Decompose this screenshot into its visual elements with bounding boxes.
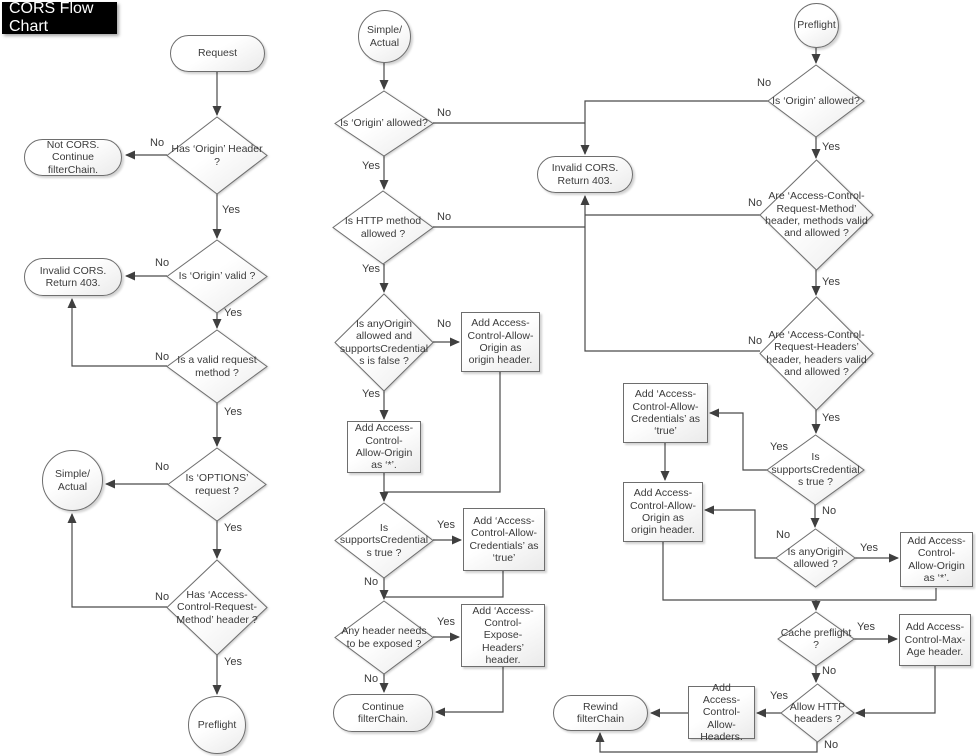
edge-label-yes: Yes [770, 441, 788, 453]
decision-any-header-exposed [335, 601, 433, 674]
edge-label-no: No [822, 505, 837, 517]
process-add-acao-star-right [900, 532, 973, 587]
connector-simple-actual-middle [358, 10, 411, 63]
decision-acrm-valid-allowed [760, 160, 873, 270]
process-add-expose-headers [461, 604, 545, 667]
edge-label-yes: Yes [822, 412, 840, 424]
edge-label-yes: Yes [222, 204, 240, 216]
decision-anyorigin-allowed-right-label: Is anyOrigin allowed ? [787, 545, 844, 570]
process-add-acac-true-right [623, 383, 708, 443]
process-add-allow-headers [688, 681, 755, 744]
connector-preflight-right-label: Preflight [797, 19, 836, 32]
edge-label-no: No [776, 529, 791, 541]
decision-allow-http-headers-label: Allow HTTP headers ? [789, 700, 846, 725]
decision-has-origin-header [167, 117, 267, 194]
process-add-acao-origin-right [623, 482, 703, 542]
decision-origin-allowed-middle [335, 91, 433, 156]
terminator-rewind-filterchain [553, 695, 648, 731]
terminator-continue-filterchain-label: Continue filterChain. [357, 700, 409, 725]
process-add-acao-star-right-label: Add Access-Control-Allow-Origin as ‘*’. [907, 534, 966, 584]
decision-cache-preflight-label: Cache preflight ? [780, 626, 852, 651]
decision-is-options-request-label: Is ‘OPTIONS’ request ? [185, 472, 249, 497]
terminator-request [170, 35, 265, 72]
edge-label-yes: Yes [224, 406, 242, 418]
process-add-acac-true-middle [463, 508, 545, 571]
edge-label-no: No [822, 665, 837, 677]
process-add-acac-true-middle-label: Add ‘Access-Control-Allow-Credentials’ as ‘true’ [469, 514, 539, 564]
decision-acrh-valid-allowed-label: Are ‘Access-Control-Request-Headers’ header, headers valid and allowed ? [766, 328, 867, 378]
process-add-allow-headers-label: Add Access-Control-Allow-Headers. [700, 681, 743, 744]
edge-label-yes: Yes [770, 690, 788, 702]
edge-label-yes: Yes [362, 388, 380, 400]
edge-label-yes: Yes [860, 542, 878, 554]
decision-supports-credentials-right-label: Is supportsCredentials true ? [771, 451, 860, 489]
process-add-acac-true-right-label: Add ‘Access-Control-Allow-Credentials’ as ‘true’ [630, 388, 701, 438]
connector-simple-actual-left [42, 450, 103, 511]
terminator-invalid-cors-left [24, 258, 122, 296]
connector-simple-actual-middle-label: Simple/ Actual [366, 24, 402, 49]
chart-title [2, 2, 117, 34]
decision-anyorigin-no-credentials-label: Is anyOrigin allowed and supportsCredentials is false ? [339, 317, 429, 367]
decision-is-origin-valid [167, 240, 267, 313]
terminator-not-cors-label: Not CORS. Continue filterChain. [46, 138, 100, 176]
edge-label-yes: Yes [857, 621, 875, 633]
edge-label-yes: Yes [224, 307, 242, 319]
decision-has-acrm-header [167, 560, 267, 655]
terminator-not-cors [24, 139, 122, 176]
edge-label-no: No [437, 211, 452, 223]
edge-label-no: No [437, 107, 452, 119]
process-add-expose-headers-label: Add ‘Access-Control-Expose-Headers’ header. [472, 604, 534, 667]
edge-label-yes: Yes [437, 616, 455, 628]
edge-label-no: No [155, 351, 170, 363]
decision-origin-allowed-right-label: Is ‘Origin’ allowed? [772, 94, 860, 107]
terminator-rewind-filterchain-label: Rewind filterChain [576, 700, 625, 725]
terminator-invalid-cors-middle-label: Invalid CORS. Return 403. [551, 162, 619, 187]
edge-label-no: No [757, 77, 772, 89]
edge-label-no: No [155, 591, 170, 603]
edge-label-yes: Yes [362, 160, 380, 172]
decision-anyorigin-no-credentials [335, 294, 433, 391]
decision-origin-allowed-middle-label: Is ‘Origin’ allowed? [340, 117, 428, 130]
connector-preflight-left [188, 696, 246, 754]
process-add-max-age-label: Add Access-Control-Max-Age header. [904, 621, 966, 659]
decision-http-method-allowed [333, 191, 433, 264]
decision-supports-credentials-middle-label: Is supportsCredentials true ? [339, 521, 429, 559]
terminator-continue-filterchain [333, 694, 433, 732]
decision-valid-request-method [167, 330, 267, 403]
connector-preflight-right [794, 3, 839, 48]
terminator-invalid-cors-left-label: Invalid CORS. Return 403. [39, 264, 107, 289]
decision-has-origin-header-label: Has ‘Origin’ Header ? [171, 143, 263, 168]
edge-label-yes: Yes [224, 656, 242, 668]
process-add-max-age [899, 614, 971, 666]
edge-label-yes: Yes [362, 263, 380, 275]
decision-is-options-request [168, 448, 266, 521]
edge-label-yes: Yes [224, 522, 242, 534]
edge-label-no: No [748, 197, 763, 209]
edge-label-yes: Yes [437, 519, 455, 531]
process-add-acao-origin-right-label: Add Access-Control-Allow-Origin as origin header. [630, 487, 696, 537]
process-add-acao-origin-middle-label: Add Access-Control-Allow-Origin as origin header. [467, 317, 534, 367]
edge-label-yes: Yes [822, 141, 840, 153]
decision-acrm-valid-allowed-label: Are ‘Access-Control-Request-Method’ header, methods valid and allowed ? [765, 190, 868, 240]
decision-any-header-exposed-label: Any header needs to be exposed ? [341, 625, 427, 650]
decision-has-acrm-header-label: Has ‘Access-Control-Request-Method’ header ? [176, 588, 258, 626]
terminator-invalid-cors-middle [537, 156, 633, 193]
edge-label-no: No [748, 335, 763, 347]
decision-supports-credentials-middle [335, 503, 433, 578]
process-add-acao-origin-middle [461, 312, 540, 372]
decision-allow-http-headers [781, 684, 854, 742]
edge-label-no: No [364, 576, 379, 588]
process-add-acao-star-middle [347, 421, 421, 473]
edge-label-no: No [437, 318, 452, 330]
chart-title-text: CORS Flow Chart [9, 0, 94, 35]
edge-label-no: No [150, 137, 165, 149]
connector-simple-actual-left-label: Simple/ Actual [54, 468, 90, 493]
decision-acrh-valid-allowed [760, 297, 873, 410]
decision-origin-allowed-right [768, 65, 864, 137]
edge-label-yes: Yes [822, 276, 840, 288]
decision-http-method-allowed-label: Is HTTP method allowed ? [344, 215, 422, 240]
connector-preflight-left-label: Preflight [197, 718, 237, 731]
edge-label-no: No [155, 461, 170, 473]
decision-is-origin-valid-label: Is ‘Origin’ valid ? [178, 270, 256, 283]
edge-label-no: No [824, 739, 839, 751]
decision-valid-request-method-label: Is a valid request method ? [177, 354, 257, 379]
edge-label-no: No [155, 257, 170, 269]
edge-label-no: No [364, 673, 379, 685]
process-add-acao-star-middle-label: Add Access-Control-Allow-Origin as ‘*’. [354, 422, 414, 472]
decision-cache-preflight [778, 612, 854, 666]
terminator-request-label: Request [197, 47, 238, 60]
